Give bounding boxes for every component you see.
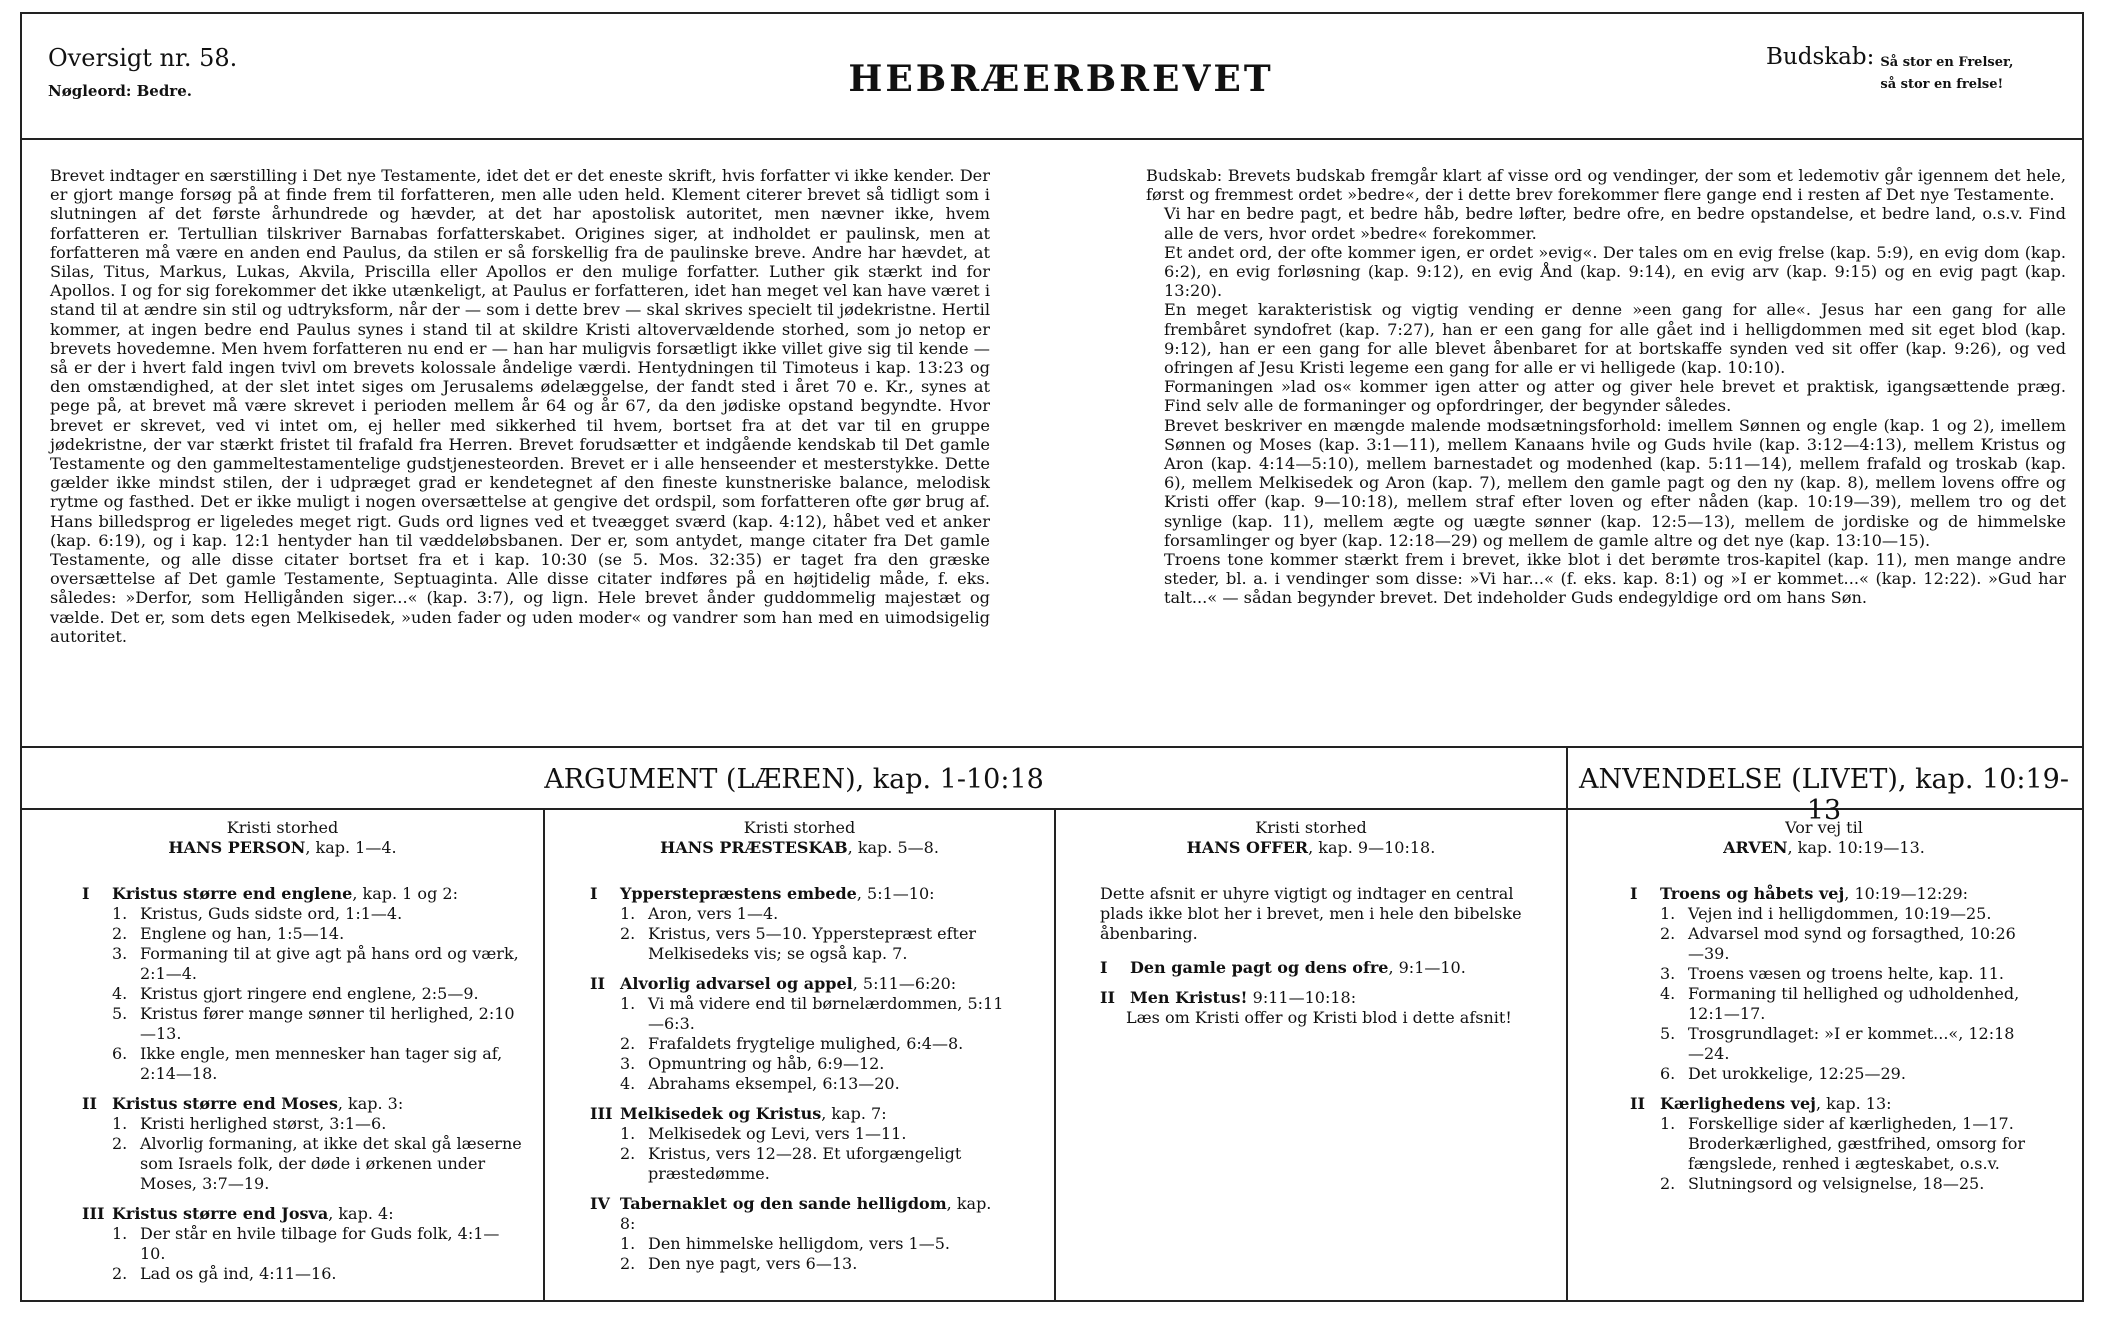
column-body <box>1100 884 1530 1038</box>
header-message <box>1766 44 2013 96</box>
intro-bottom-rule <box>20 746 2082 748</box>
item-text: Forskellige sider af kærligheden, 1—17. Broderkærlighed, gæstfrihed, omsorg for fængslede, renhed i ægteskabet, o.s.v. <box>1688 1114 2026 1173</box>
item-text: Opmuntring og håb, 6:9—12. <box>648 1054 885 1073</box>
outline-item <box>82 1044 522 1084</box>
item-number: 3. <box>620 1054 636 1073</box>
outline-group-name: Ypperstepræstens embede <box>620 884 857 903</box>
roman-numeral: I <box>590 884 598 903</box>
message-text <box>1880 52 2013 96</box>
item-text: Der står en hvile tilbage for Guds folk, 4:1—10. <box>140 1224 500 1263</box>
outline-group-title <box>1660 1094 1892 1114</box>
item-text: Trosgrundlaget: »I er kommet...«, 12:18—24. <box>1688 1024 2015 1063</box>
column-head <box>545 818 1054 858</box>
outline-group-ref: , kap. 3: <box>337 1094 404 1113</box>
roman-numeral: IV <box>590 1194 610 1213</box>
intro-paragraph: Brevet indtager en særstilling i Det nye Testamente, idet det er det eneste skrift, hvis forfatter vi ikke kender. Der er gjort mange forsøg på at finde frem til forfatteren, men alle uden held. Klement citerer brevet så tidligt som i slutningen af det første århundrede og hævder, at det har apostolisk autoritet, men nævner ikke, hvem forfatteren er. Tertullian tilskriver Barnabas forfatterskabet. Origines siger, at indholdet er paulinsk, men at forfatteren må være en anden end Paulus, da stilen er så forskellig fra de paulinske breve. Andre har hævdet, at Silas, Titus, Markus, Lukas, Akvila, Priscilla eller Apollos er den mulige forfatter. Luther gik stærkt ind for Apollos. I og for sig forekommer det ikke utænkeligt, at Paulus er forfatteren, idet han meget vel kan have været i stand til at ændre sin stil og udtryksform, når der — som i dette brev — skal skrives specielt til jødekristne. Hertil kommer, at ingen bedre end Paulus synes i stand til at skildre Kristi altovervældende storhed, som jo netop er brevets hovedemne. Men hvem forfatteren nu end er — han har muligvis forsætligt ikke villet give sig til kende — så er der i hvert fald ingen tvivl om brevets kolossale åndelige værdi. Hentydningen til Timoteus i kap. 13:23 og den omstændighed, at der slet intet siges om Jerusalems ødelæggelse, der fandt sted i året 70 e. Kr., synes at pege på, at brevet må være skrevet i perioden mellem år 64 og år 67, da den jødiske opstand begyndte. Hvor brevet er skrevet, ved vi intet om, ej heller med sikkerhed til hvem, bortset fra at det var til en gruppe jødekristne, der var stærkt fristet til frafald fra Herren. Brevet forudsætter et indgående kendskab til Det gamle Testamente og den gammeltestamentelige gudstjenesteorden. Brevet er i alle henseender et mesterstykke. Dette gælder ikke mindst stilen, der i udpræget grad er kendetegnet af den fineste kunstneriske balance, melodisk rytme og fasthed. Det er ikke muligt i nogen oversættelse at gengive det ordspil, som forfatteren ofte gør brug af. Hans billedsprog er ligeledes meget rigt. Guds ord lignes ved et tveægget sværd (kap. 4:12), håbet ved et anker (kap. 6:19), og i kap. 12:1 hentyder han til væddeløbsbanen. Der er, som antydet, mange citater fra Det gamle Testamente, og alle disse citater bortset fra et i kap. 10:30 (se 5. Mos. 32:35) er taget fra den græske oversættelse af Det gamle Testamente, Septuaginta. Alle disse citater indføres på en højtidelig måde, f. eks. således: »Derfor, som Helligånden siger...« (kap. 3:7), og lign. Hele brevet ånder guddommelig majestæt og vælde. Det er, som dets egen Melkisedek, »uden fader og uden moder« og vandrer som han med en uimodsigelig autoritet. <box>50 166 990 646</box>
item-text: Formaning til at give agt på hans ord og værk, 2:1—4. <box>140 944 519 983</box>
outline-item <box>1630 1064 2030 1084</box>
column-divider-2 <box>1054 808 1056 1300</box>
outline-group-title <box>112 1094 403 1114</box>
item-text: Den himmelske helligdom, vers 1—5. <box>648 1234 950 1253</box>
outline-group <box>1630 1094 2030 1194</box>
outline-group-ref: , kap. 8: <box>619 1194 992 1233</box>
item-number: 1. <box>620 1124 636 1143</box>
outline-group <box>1100 988 1530 1028</box>
roman-numeral: II <box>1100 988 1115 1007</box>
intro-paragraph: Troens tone kommer stærkt frem i brevet, ikke blot i det berømte tros-kapitel (kap. 11), men mange andre steder, bl. a. i vendinger som disse: »Vi har...« (f. eks. kap. 8:1) og »I er kommet...« (kap. 12:22). »Gud har talt...« — sådan begynder brevet. Det indeholder Guds endegyldige ord om hans Søn. <box>1164 550 2066 608</box>
item-number: 1. <box>1660 904 1676 923</box>
roman-numeral: III <box>82 1204 105 1223</box>
outline-group-title <box>620 974 956 994</box>
column-head <box>22 818 543 858</box>
outline-item <box>590 1054 1010 1074</box>
item-number: 1. <box>112 1114 128 1133</box>
outline-group <box>1100 958 1530 978</box>
outline-item <box>82 1004 522 1044</box>
header-rule <box>20 138 2082 140</box>
item-text: Aron, vers 1—4. <box>648 904 779 923</box>
outline-group <box>590 884 1010 964</box>
item-number: 2. <box>112 924 128 943</box>
outline-group-heading <box>82 1204 522 1224</box>
outline-group <box>1630 884 2030 1084</box>
keyword: Nøgleord: Bedre. <box>48 82 192 100</box>
outline-group-name: Den gamle pagt og dens ofre <box>1130 958 1389 977</box>
intro-paragraph: Budskab: Brevets budskab fremgår klart af visse ord og vendinger, der som et ledemotiv går igennem det hele, først og fremmest ordet »bedre«, der i dette brev forekommer flere gange end i resten af Det nye Testamente. <box>1146 166 2066 205</box>
column-head <box>1568 818 2080 858</box>
outline-item <box>590 924 1010 964</box>
outline-group <box>590 974 1010 1094</box>
outline-group-heading <box>1100 958 1530 978</box>
application-section-title: ANVENDELSE (LIVET), kap. 10:19-13 <box>1579 764 2069 826</box>
item-text: Advarsel mod synd og forsagthed, 10:26—39. <box>1688 924 2016 963</box>
outline-group-ref: , kap. 1 og 2: <box>352 884 458 903</box>
item-number: 3. <box>1660 964 1676 983</box>
outline-item <box>590 1074 1010 1094</box>
item-number: 1. <box>112 904 128 923</box>
roman-numeral: II <box>82 1094 97 1113</box>
outline-group-ref: , 5:1—10: <box>856 884 935 903</box>
column-body <box>1630 884 2030 1204</box>
intro-paragraph: Et andet ord, der ofte kommer igen, er ordet »evig«. Der tales om en evig frelse (kap. 5:9), en evig dom (kap. 6:2), en evig forløsning (kap. 9:12), en evig Ånd (kap. 9:14), en evig arv (kap. 9:15) og en evig pagt (kap. 13:20). <box>1164 242 2066 301</box>
column-head-ref: , kap. 1—4. <box>305 838 397 857</box>
item-text: Formaning til hellighed og udholdenhed, 12:1—17. <box>1688 984 2020 1023</box>
outline-group-name: Melkisedek og Kristus <box>620 1104 822 1123</box>
column-head-title: HANS PERSON <box>168 838 306 857</box>
item-text: Frafaldets frygtelige mulighed, 6:4—8. <box>648 1034 964 1053</box>
outline-group-heading <box>82 884 522 904</box>
outline-item <box>82 904 522 924</box>
outline-item <box>1630 1114 2030 1174</box>
outline-group <box>590 1104 1010 1184</box>
outline-item <box>1630 924 2030 964</box>
column-note: Dette afsnit er uhyre vigtigt og indtager en central plads ikke blot her i brevet, men i hele den bibelske åbenbaring. <box>1100 884 1522 943</box>
item-text: Den nye pagt, vers 6—13. <box>648 1254 858 1273</box>
item-number: 1. <box>620 904 636 923</box>
outline-item <box>590 994 1010 1034</box>
outline-group-title <box>112 1204 394 1224</box>
column-head-line-2 <box>545 838 1054 858</box>
outline-item <box>590 1124 1010 1144</box>
column-head-line-1: Kristi storhed <box>226 818 339 837</box>
outline-group-ref: 9:11—10:18: <box>1247 988 1357 1007</box>
item-text: Det urokkelige, 12:25—29. <box>1688 1064 1906 1083</box>
item-text: Alvorlig formaning, at ikke det skal gå læserne som Israels folk, der døde i ørkenen under Moses, 3:7—19. <box>140 1134 522 1193</box>
outline-group-name: Kristus større end Moses <box>112 1094 338 1113</box>
item-number: 2. <box>112 1134 128 1153</box>
item-number: 1. <box>1660 1114 1676 1133</box>
outline-group-title <box>620 1104 887 1124</box>
item-number: 1. <box>620 1234 636 1253</box>
item-number: 5. <box>112 1004 128 1023</box>
item-number: 6. <box>1660 1064 1676 1083</box>
column-head-line-1: Vor vej til <box>1785 818 1863 837</box>
outline-group-ref: , 5:11—6:20: <box>852 974 957 993</box>
item-number: 4. <box>112 984 128 1003</box>
column-head-title: HANS OFFER <box>1186 838 1309 857</box>
outline-item <box>82 1134 522 1194</box>
roman-numeral: II <box>590 974 605 993</box>
argument-section-title: ARGUMENT (LÆREN), kap. 1-10:18 <box>544 764 1044 795</box>
outline-item <box>590 1144 1010 1184</box>
outline-group-name: Tabernaklet og den sande helligdom <box>619 1194 947 1213</box>
column-head-ref: , kap. 10:19—13. <box>1787 838 1925 857</box>
item-text: Kristus, vers 12—28. Et uforgængeligt præstedømme. <box>648 1144 962 1183</box>
column-head-ref: , kap. 9—10:18. <box>1308 838 1436 857</box>
item-text: Abrahams eksempel, 6:13—20. <box>648 1074 900 1093</box>
item-text: Vejen ind i helligdommen, 10:19—25. <box>1688 904 1992 923</box>
outline-item <box>82 924 522 944</box>
outline-group-title <box>620 1194 1010 1234</box>
column-body <box>590 884 1010 1284</box>
outline-group-ref: , kap. 13: <box>1815 1094 1892 1113</box>
column-body <box>82 884 522 1294</box>
outline-group-heading <box>1630 884 2030 904</box>
roman-numeral: I <box>82 884 90 903</box>
roman-numeral: I <box>1630 884 1638 903</box>
overview-number: Oversigt nr. 58. <box>48 44 238 72</box>
outline-group-ref: , kap. 7: <box>821 1104 887 1123</box>
message-line-1: Så stor en Frelser, <box>1880 55 2014 70</box>
item-text: Englene og han, 1:5—14. <box>140 924 345 943</box>
outline-group-heading <box>1100 988 1530 1008</box>
outline-group-title <box>620 884 935 904</box>
intro-paragraph: Brevet beskriver en mængde malende modsætningsforhold: imellem Sønnen og engle (kap. 1 og 2), imellem Sønnen og Moses (kap. 3:1—11), mellem Kanaans hvile og Guds hvile (kap. 3:12—4:13), mellem Kristus og Aron (kap. 4:14—5:10), mellem barnestadet og modenhed (kap. 5:11—14), mellem frafald og troskab (kap. 6), mellem Melkisedek og Aron (kap. 7), mellem den gamle pagt og den ny (kap. 8), mellem lovens offre og Kristi offer (kap. 9—10:18), mellem straf efter loven og efter nåden (kap. 10:19—39), mellem tro og det synlige (kap. 11), mellem ægte og uægte sønner (kap. 12:5—13), mellem de jordiske og de himmelske forsamlinger og byer (kap. 12:18—29) og mellem de gamle altre og det nye (kap. 13:10—15). <box>1164 415 2066 550</box>
outline-group-name: Troens og håbets vej <box>1660 884 1845 903</box>
outline-group-heading <box>590 974 1010 994</box>
item-text: Kristus, Guds sidste ord, 1:1—4. <box>140 904 403 923</box>
outline-subtext: Læs om Kristi offer og Kristi blod i dette afsnit! <box>1126 1008 1512 1027</box>
outline-group-ref: , kap. 4: <box>328 1204 394 1223</box>
outline-group <box>82 1204 522 1284</box>
item-number: 4. <box>1660 984 1676 1003</box>
outline-group <box>82 884 522 1084</box>
item-number: 1. <box>112 1224 128 1243</box>
outline-item <box>590 1234 1010 1254</box>
column-head-line-1: Kristi storhed <box>1255 818 1367 837</box>
message-label: Budskab: <box>1766 44 1875 70</box>
item-number: 2. <box>112 1264 128 1283</box>
column-head-title: HANS PRÆSTESKAB <box>660 838 848 857</box>
roman-numeral: II <box>1630 1094 1645 1113</box>
intro-paragraph: Vi har en bedre pagt, et bedre håb, bedre løfter, bedre ofre, en bedre opstandelse, et bedre land, o.s.v. Find alle de vers, hvor ordet »bedre« forekommer. <box>1164 204 2066 243</box>
item-text: Lad os gå ind, 4:11—16. <box>140 1264 337 1283</box>
item-number: 2. <box>620 924 636 943</box>
outline-group-heading <box>590 1194 1010 1234</box>
outline-item <box>82 944 522 984</box>
item-text: Kristi herlighed størst, 3:1—6. <box>140 1114 387 1133</box>
item-number: 3. <box>112 944 128 963</box>
item-text: Melkisedek og Levi, vers 1—11. <box>648 1124 907 1143</box>
item-text: Vi må videre end til børnelærdommen, 5:11—6:3. <box>648 994 1004 1033</box>
outline-group-heading <box>590 1104 1010 1124</box>
column-head-title: ARVEN <box>1723 838 1788 857</box>
outline-item <box>1630 904 2030 924</box>
outline-group <box>82 1094 522 1194</box>
item-text: Troens væsen og troens helte, kap. 11. <box>1688 964 2004 983</box>
column-divider-1 <box>543 808 545 1300</box>
outline-item <box>82 1264 522 1284</box>
column-head-line-1: Kristi storhed <box>743 818 856 837</box>
item-number: 1. <box>620 994 636 1013</box>
bottom-rule <box>20 1300 2082 1302</box>
column-head-line-2 <box>22 838 543 858</box>
outline-item <box>1630 1024 2030 1064</box>
item-number: 2. <box>620 1254 636 1273</box>
item-number: 2. <box>620 1034 636 1053</box>
top-rule <box>20 12 2082 14</box>
item-text: Kristus gjort ringere end englene, 2:5—9. <box>140 984 479 1003</box>
item-text: Kristus, vers 5—10. Ypperstepræst efter Melkisedeks vis; se også kap. 7. <box>648 924 977 963</box>
item-number: 2. <box>1660 1174 1676 1193</box>
column-head-ref: , kap. 5—8. <box>847 838 939 857</box>
item-text: Kristus fører mange sønner til herlighed, 2:10—13. <box>140 1004 515 1043</box>
roman-numeral: III <box>590 1104 613 1123</box>
outline-item <box>1630 1174 2030 1194</box>
page-title: HEBRÆERBREVET <box>848 58 1274 100</box>
outline-item <box>1630 964 2030 984</box>
outline-group-name: Men Kristus! <box>1130 988 1248 1007</box>
intro-paragraph: Formaningen »lad os« kommer igen atter og atter og giver hele brevet et praktisk, igangsættende præg. Find selv alle de formaninger og opfordringer, der begynder således. <box>1164 377 2066 416</box>
item-text: Ikke engle, men mennesker han tager sig af, 2:14—18. <box>140 1044 503 1083</box>
outline-group-title <box>112 884 458 904</box>
outline-group-heading <box>82 1094 522 1114</box>
roman-numeral: I <box>1100 958 1108 977</box>
item-text: Slutningsord og velsignelse, 18—25. <box>1688 1174 1985 1193</box>
outline-group-heading <box>1630 1094 2030 1114</box>
column-head <box>1056 818 1566 858</box>
outline-group-name: Kristus større end Josva <box>112 1204 329 1223</box>
message-line-2: så stor en frelse! <box>1880 77 2004 92</box>
intro-left-column <box>50 166 990 646</box>
intro-paragraph: En meget karakteristisk og vigtig vending er denne »een gang for alle«. Jesus har een gang for alle frembåret syndofret (kap. 7:27), han er een gang for alle gået ind i helligdommen med sit eget blod (kap. 9:12), han er een gang for alle blevet åbenbaret for at bortskaffe synden ved sit offer (kap. 9:26), og ved ofringen af Jesu Kristi legeme een gang for alle er vi helligede (kap. 10:10). <box>1164 300 2066 378</box>
outline-item <box>1630 984 2030 1024</box>
outline-group-name: Kristus større end englene <box>112 884 353 903</box>
intro-right-column <box>1146 166 2066 608</box>
outline-group-ref: , 10:19—12:29: <box>1844 884 1969 903</box>
item-number: 4. <box>620 1074 636 1093</box>
outline-group-name: Kærlighedens vej <box>1660 1094 1816 1113</box>
outline-item <box>590 1034 1010 1054</box>
outline-group-name: Alvorlig advarsel og appel <box>620 974 853 993</box>
item-number: 6. <box>112 1044 128 1063</box>
outline-item <box>82 1224 522 1264</box>
outline-group-title <box>1130 958 1466 978</box>
outline-group-heading <box>590 884 1010 904</box>
item-number: 2. <box>1660 924 1676 943</box>
outline-group-title <box>1130 988 1356 1008</box>
item-number: 5. <box>1660 1024 1676 1043</box>
outline-item <box>590 1254 1010 1274</box>
column-head-line-2 <box>1568 838 2080 858</box>
outline-group-ref: , 9:1—10. <box>1388 958 1466 977</box>
outline-group <box>590 1194 1010 1274</box>
item-number: 2. <box>620 1144 636 1163</box>
outline-item <box>590 904 1010 924</box>
outline-item <box>82 984 522 1004</box>
outline-group-title <box>1660 884 1968 904</box>
column-head-line-2 <box>1056 838 1566 858</box>
outline-item <box>82 1114 522 1134</box>
